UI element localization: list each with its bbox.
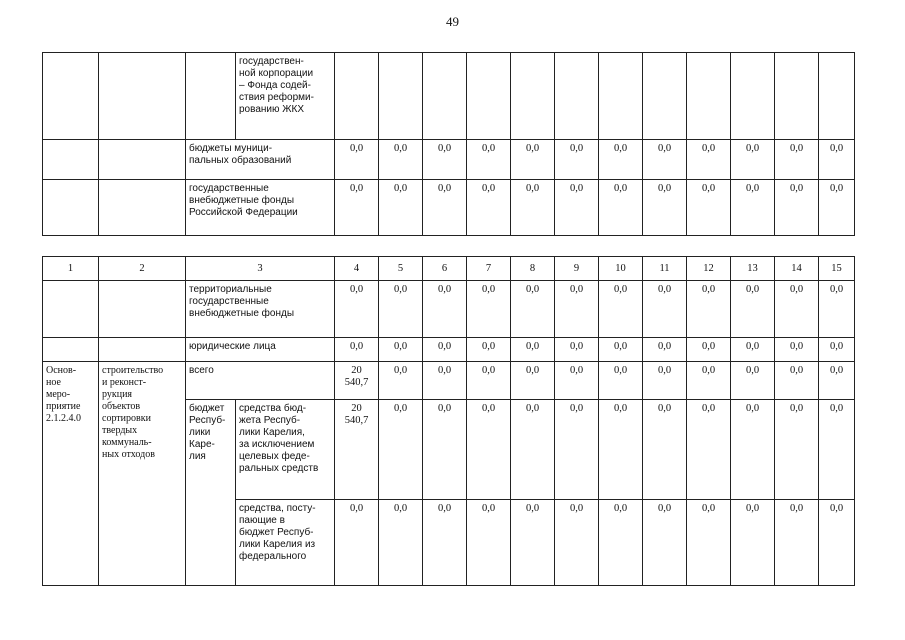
value-cell: 0,0 <box>555 281 599 338</box>
cell-empty <box>43 140 99 180</box>
row-label: территориальные государственные внебюджетные фонды <box>186 281 335 338</box>
value-cell: 0,0 <box>335 338 379 362</box>
value-cell: 0,0 <box>555 362 599 400</box>
value-cell <box>379 53 423 140</box>
value-cell: 0,0 <box>775 281 819 338</box>
value-cell: 0,0 <box>379 400 423 500</box>
value-cell: 0,0 <box>555 500 599 586</box>
value-cell: 0,0 <box>467 400 511 500</box>
value-cell: 0,0 <box>643 338 687 362</box>
value-cell: 0,0 <box>379 362 423 400</box>
value-cell: 0,0 <box>599 338 643 362</box>
value-cell: 0,0 <box>555 400 599 500</box>
cell-empty <box>99 140 186 180</box>
value-cell: 0,0 <box>819 400 855 500</box>
value-cell: 0,0 <box>467 281 511 338</box>
value-cell: 0,0 <box>379 281 423 338</box>
value-cell: 0,0 <box>379 338 423 362</box>
value-cell: 0,0 <box>511 140 555 180</box>
value-cell: 0,0 <box>555 180 599 236</box>
row-label: юридические лица <box>186 338 335 362</box>
value-cell: 0,0 <box>687 338 731 362</box>
value-cell: 0,0 <box>687 400 731 500</box>
page-number: 49 <box>446 14 459 29</box>
value-cell: 0,0 <box>423 281 467 338</box>
table-row <box>43 281 855 338</box>
budget-label: бюджет Респуб- лики Каре- лия <box>186 400 236 586</box>
value-cell <box>599 53 643 140</box>
column-header: 8 <box>511 257 555 281</box>
value-cell <box>731 53 775 140</box>
value-cell: 0,0 <box>643 281 687 338</box>
row-label: государствен- ной корпорации – Фонда содей- ствия реформи- рованию ЖКХ <box>236 53 335 140</box>
value-cell: 0,0 <box>467 180 511 236</box>
value-cell: 0,0 <box>643 400 687 500</box>
value-cell: 0,0 <box>775 180 819 236</box>
value-cell: 0,0 <box>643 500 687 586</box>
row-label: государственные внебюджетные фонды Российской Федерации <box>186 180 335 236</box>
value-cell: 0,0 <box>819 281 855 338</box>
bottom-table <box>42 256 855 586</box>
value-cell: 0,0 <box>599 180 643 236</box>
value-cell: 0,0 <box>819 338 855 362</box>
header-row <box>43 257 855 281</box>
column-header: 7 <box>467 257 511 281</box>
column-header: 5 <box>379 257 423 281</box>
cell-empty <box>43 338 99 362</box>
column-header: 12 <box>687 257 731 281</box>
value-cell: 0,0 <box>775 338 819 362</box>
value-cell: 0,0 <box>423 140 467 180</box>
cell-empty <box>43 53 99 140</box>
value-cell: 0,0 <box>775 500 819 586</box>
value-cell: 0,0 <box>599 140 643 180</box>
table-row <box>43 338 855 362</box>
value-cell: 0,0 <box>335 180 379 236</box>
value-cell: 0,0 <box>467 338 511 362</box>
column-header: 15 <box>819 257 855 281</box>
value-cell <box>511 53 555 140</box>
value-cell: 0,0 <box>599 500 643 586</box>
value-cell: 0,0 <box>599 281 643 338</box>
value-cell: 0,0 <box>819 362 855 400</box>
column-header: 4 <box>335 257 379 281</box>
value-cell: 0,0 <box>687 281 731 338</box>
row-label: средства, посту- пающие в бюджет Респуб- лики Карелия из федерального <box>236 500 335 586</box>
value-cell: 0,0 <box>511 500 555 586</box>
value-cell: 0,0 <box>335 500 379 586</box>
value-cell <box>819 53 855 140</box>
value-cell: 0,0 <box>379 180 423 236</box>
value-cell: 0,0 <box>731 500 775 586</box>
value-cell: 0,0 <box>467 140 511 180</box>
column-header: 2 <box>99 257 186 281</box>
value-cell: 0,0 <box>511 400 555 500</box>
value-cell: 0,0 <box>775 400 819 500</box>
value-cell: 0,0 <box>731 140 775 180</box>
value-cell: 0,0 <box>775 362 819 400</box>
value-cell: 0,0 <box>379 140 423 180</box>
value-cell: 0,0 <box>423 400 467 500</box>
value-cell: 0,0 <box>775 140 819 180</box>
value-cell: 0,0 <box>467 500 511 586</box>
value-cell: 0,0 <box>687 500 731 586</box>
value-cell <box>467 53 511 140</box>
row-label: всего <box>186 362 335 400</box>
value-cell: 0,0 <box>423 362 467 400</box>
value-cell <box>555 53 599 140</box>
value-cell: 0,0 <box>423 180 467 236</box>
value-cell: 0,0 <box>599 400 643 500</box>
value-cell <box>643 53 687 140</box>
value-cell <box>423 53 467 140</box>
column-header: 14 <box>775 257 819 281</box>
table-row <box>43 362 855 400</box>
cell-empty <box>186 53 236 140</box>
value-cell: 0,0 <box>511 338 555 362</box>
cell-empty <box>99 53 186 140</box>
measure-code: Основ- ное меро- приятие 2.1.2.4.0 <box>43 362 99 586</box>
value-cell: 0,0 <box>643 362 687 400</box>
column-header: 13 <box>731 257 775 281</box>
value-cell: 20 540,7 <box>335 362 379 400</box>
value-cell: 0,0 <box>731 281 775 338</box>
value-cell: 0,0 <box>335 140 379 180</box>
value-cell: 0,0 <box>423 338 467 362</box>
value-cell: 0,0 <box>555 140 599 180</box>
cell-empty <box>43 281 99 338</box>
value-cell: 0,0 <box>643 140 687 180</box>
table-row <box>43 180 855 236</box>
value-cell: 0,0 <box>687 180 731 236</box>
cell-empty <box>99 281 186 338</box>
row-label: средства бюд- жета Респуб- лики Карелия, за исключением целевых феде- ральных средств <box>236 400 335 500</box>
value-cell <box>775 53 819 140</box>
table-row <box>43 53 855 140</box>
value-cell: 0,0 <box>511 281 555 338</box>
cell-empty <box>99 338 186 362</box>
column-header: 1 <box>43 257 99 281</box>
value-cell: 0,0 <box>599 362 643 400</box>
cell-empty <box>43 180 99 236</box>
value-cell: 0,0 <box>819 500 855 586</box>
value-cell: 0,0 <box>819 180 855 236</box>
column-header: 6 <box>423 257 467 281</box>
table-row <box>43 140 855 180</box>
column-header: 3 <box>186 257 335 281</box>
column-header: 9 <box>555 257 599 281</box>
top-table <box>42 52 855 236</box>
value-cell: 0,0 <box>687 362 731 400</box>
row-label: бюджеты муници- пальных образований <box>186 140 335 180</box>
value-cell: 0,0 <box>731 338 775 362</box>
value-cell: 20 540,7 <box>335 400 379 500</box>
cell-empty <box>99 180 186 236</box>
measure-name: строительство и реконст- рукция объектов сортировки твердых коммуналь- ных отходов <box>99 362 186 586</box>
value-cell: 0,0 <box>511 362 555 400</box>
value-cell: 0,0 <box>731 400 775 500</box>
value-cell <box>687 53 731 140</box>
value-cell: 0,0 <box>335 281 379 338</box>
value-cell: 0,0 <box>643 180 687 236</box>
value-cell: 0,0 <box>467 362 511 400</box>
value-cell: 0,0 <box>379 500 423 586</box>
value-cell: 0,0 <box>423 500 467 586</box>
column-header: 10 <box>599 257 643 281</box>
value-cell: 0,0 <box>731 180 775 236</box>
value-cell: 0,0 <box>555 338 599 362</box>
value-cell: 0,0 <box>511 180 555 236</box>
value-cell <box>335 53 379 140</box>
value-cell: 0,0 <box>731 362 775 400</box>
value-cell: 0,0 <box>819 140 855 180</box>
value-cell: 0,0 <box>687 140 731 180</box>
column-header: 11 <box>643 257 687 281</box>
